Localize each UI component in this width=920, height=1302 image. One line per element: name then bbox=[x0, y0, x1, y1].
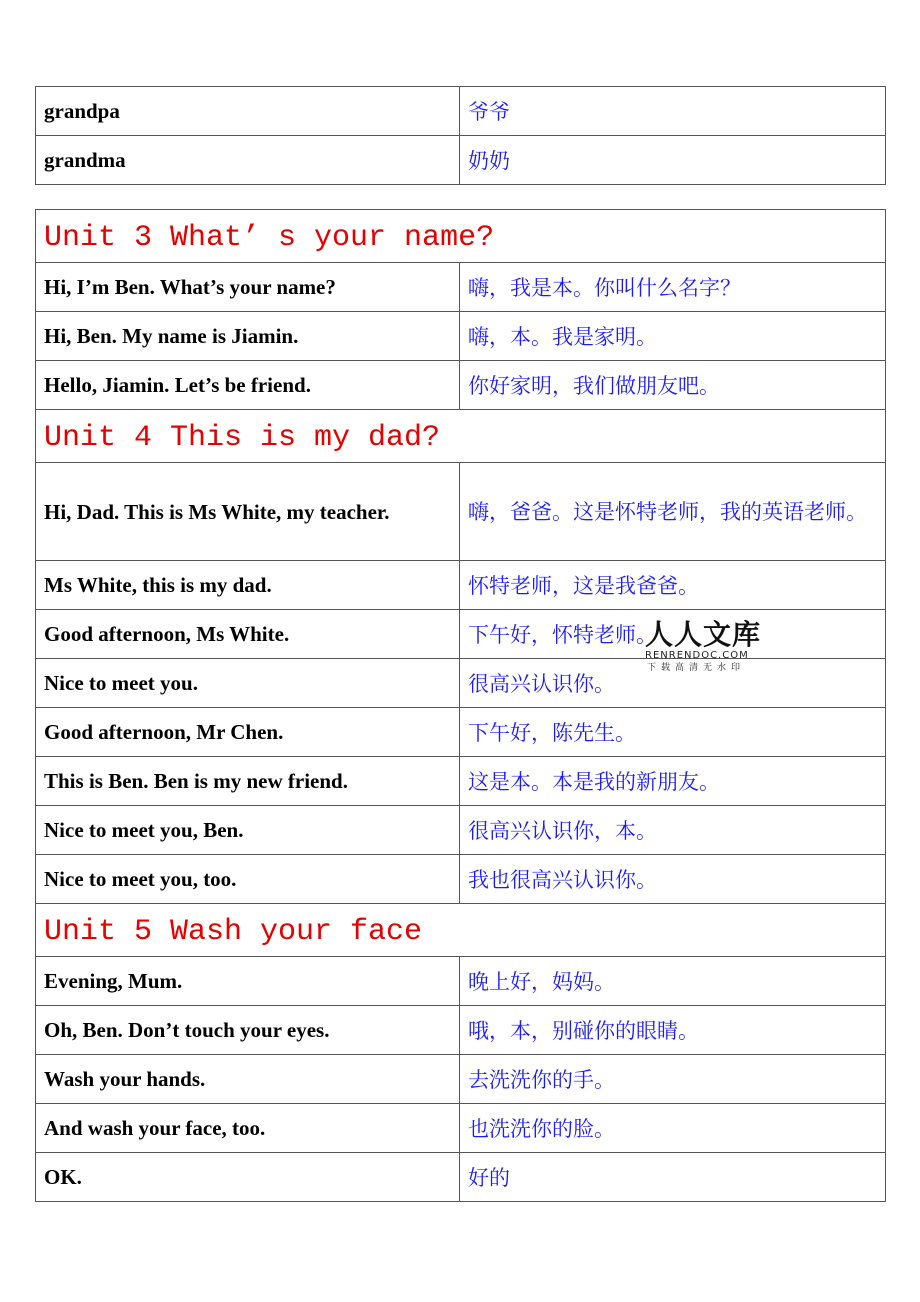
table-row bbox=[36, 1153, 886, 1202]
english-cell: Hi, I’m Ben. What’s your name? bbox=[36, 263, 460, 312]
table-row bbox=[36, 1104, 886, 1153]
watermark-logo-text: 人人文库 bbox=[645, 618, 762, 651]
chinese-cell: 也洗洗你的脸。 bbox=[460, 1104, 886, 1153]
english-cell: grandpa bbox=[36, 87, 460, 136]
chinese-cell: 好的 bbox=[460, 1153, 886, 1202]
chinese-cell: 去洗洗你的手。 bbox=[460, 1055, 886, 1104]
chinese-cell: 嗨，本。我是家明。 bbox=[460, 312, 886, 361]
unit-header-row bbox=[36, 410, 886, 463]
unit-header-cell bbox=[36, 410, 886, 463]
table-row bbox=[36, 136, 886, 185]
chinese-cell: 晚上好，妈妈。 bbox=[460, 957, 886, 1006]
vocab-table bbox=[35, 86, 886, 185]
table-row bbox=[36, 87, 886, 136]
table-row bbox=[36, 806, 886, 855]
dialogue-table bbox=[35, 209, 886, 1202]
chinese-cell: 哦，本，别碰你的眼睛。 bbox=[460, 1006, 886, 1055]
unit-header-row bbox=[36, 210, 886, 263]
english-cell: Ms White, this is my dad. bbox=[36, 561, 460, 610]
unit-title: Unit 4 This is my dad? bbox=[44, 421, 441, 455]
english-cell: Good afternoon, Mr Chen. bbox=[36, 708, 460, 757]
chinese-cell: 很高兴认识你，本。 bbox=[460, 806, 886, 855]
chinese-cell: 我也很高兴认识你。 bbox=[460, 855, 886, 904]
english-cell: Nice to meet you, Ben. bbox=[36, 806, 460, 855]
table-row bbox=[36, 708, 886, 757]
unit-header-cell bbox=[36, 210, 886, 263]
unit-title: Unit 5 Wash your face bbox=[44, 915, 423, 949]
table-row bbox=[36, 1055, 886, 1104]
chinese-cell: 嗨，爸爸。这是怀特老师，我的英语老师。 bbox=[460, 463, 886, 561]
watermark-tagline: 下载高清无水印 bbox=[647, 663, 746, 673]
english-cell: Nice to meet you. bbox=[36, 659, 460, 708]
table-row bbox=[36, 757, 886, 806]
english-cell: Hello, Jiamin. Let’s be friend. bbox=[36, 361, 460, 410]
chinese-cell: 你好家明，我们做朋友吧。 bbox=[460, 361, 886, 410]
watermark-site: RENRENDOC.COM bbox=[645, 650, 749, 661]
chinese-cell: 嗨，我是本。你叫什么名字？ bbox=[460, 263, 886, 312]
chinese-cell: 怀特老师，这是我爸爸。 bbox=[460, 561, 886, 610]
table-row bbox=[36, 855, 886, 904]
english-cell: And wash your face, too. bbox=[36, 1104, 460, 1153]
unit-header-cell bbox=[36, 904, 886, 957]
english-cell: Hi, Ben. My name is Jiamin. bbox=[36, 312, 460, 361]
unit-title: Unit 3 What’ s your name? bbox=[44, 221, 495, 255]
chinese-cell: 下午好，陈先生。 bbox=[460, 708, 886, 757]
watermark bbox=[645, 620, 775, 674]
table-row bbox=[36, 561, 886, 610]
english-cell: This is Ben. Ben is my new friend. bbox=[36, 757, 460, 806]
chinese-cell: 奶奶 bbox=[460, 136, 886, 185]
table-row bbox=[36, 361, 886, 410]
english-cell: Oh, Ben. Don’t touch your eyes. bbox=[36, 1006, 460, 1055]
chinese-cell: 下午好，怀特老师。 bbox=[460, 610, 886, 659]
table-row bbox=[36, 957, 886, 1006]
chinese-cell: 爷爷 bbox=[460, 87, 886, 136]
unit-header-row bbox=[36, 904, 886, 957]
english-cell: Wash your hands. bbox=[36, 1055, 460, 1104]
english-cell: grandma bbox=[36, 136, 460, 185]
english-cell: Hi, Dad. This is Ms White, my teacher. bbox=[36, 463, 460, 561]
table-row bbox=[36, 463, 886, 561]
english-cell: Nice to meet you, too. bbox=[36, 855, 460, 904]
table-row bbox=[36, 312, 886, 361]
english-cell: Good afternoon, Ms White. bbox=[36, 610, 460, 659]
chinese-cell: 很高兴认识你。 bbox=[460, 659, 886, 708]
english-cell: Evening, Mum. bbox=[36, 957, 460, 1006]
chinese-cell: 这是本。本是我的新朋友。 bbox=[460, 757, 886, 806]
table-row bbox=[36, 263, 886, 312]
table-row bbox=[36, 1006, 886, 1055]
english-cell: OK. bbox=[36, 1153, 460, 1202]
